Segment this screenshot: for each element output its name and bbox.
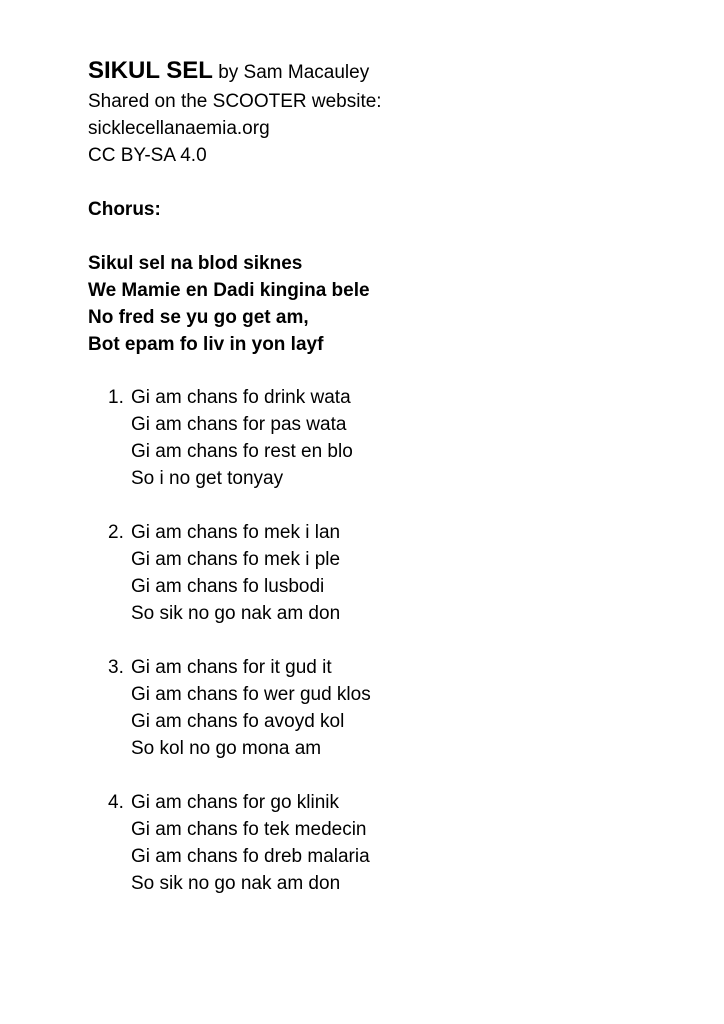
title-line [88,54,688,88]
chorus-line: Sikul sel na blod siknes [88,253,303,274]
verse-line: Gi am chans fo dreb malaria [131,846,370,867]
song-author: by Sam Macauley [212,62,370,83]
verse-line: Gi am chans for it gud it [131,657,332,678]
song-title: SIKUL SEL [88,57,213,84]
verse-4 [88,789,688,897]
verse-number: 3. [108,657,124,678]
verse-line: Gi am chans fo tek medecin [131,819,367,840]
chorus-label: Chorus: [88,199,161,220]
verse-line: Gi am chans fo avoyd kol [131,711,345,732]
song-document [88,54,688,924]
verse-number: 1. [108,387,124,408]
chorus-line: Bot epam fo liv in yon layf [88,334,324,355]
verse-line: Gi am chans fo rest en blo [131,441,353,462]
verse-line: So sik no go nak am don [131,873,341,894]
verse-line: Gi am chans fo drink wata [131,387,351,408]
spacer [88,169,688,196]
chorus-line: We Mamie en Dadi kingina bele [88,280,370,301]
shared-on-text: Shared on the SCOOTER website: [88,91,382,112]
verse-line: Gi am chans for go klinik [131,792,340,813]
spacer [88,223,688,250]
verse-1 [88,384,688,492]
chorus-block [88,250,688,358]
verse-3 [88,654,688,762]
verse-line: Gi am chans fo wer gud klos [131,684,371,705]
verse-line: So i no get tonyay [131,468,284,489]
verse-2 [88,519,688,627]
verse-line: So kol no go mona am [131,738,322,759]
website-text: sicklecellanaemia.org [88,118,270,139]
verse-line: Gi am chans for pas wata [131,414,347,435]
verse-line: Gi am chans fo mek i lan [131,522,341,543]
chorus-line: No fred se yu go get am, [88,307,309,328]
verse-line: Gi am chans fo mek i ple [131,549,341,570]
verse-list [88,384,688,897]
verse-line: So sik no go nak am don [131,603,341,624]
license-text: CC BY-SA 4.0 [88,145,207,166]
verse-number: 2. [108,522,124,543]
verse-line: Gi am chans fo lusbodi [131,576,325,597]
verse-number: 4. [108,792,124,813]
